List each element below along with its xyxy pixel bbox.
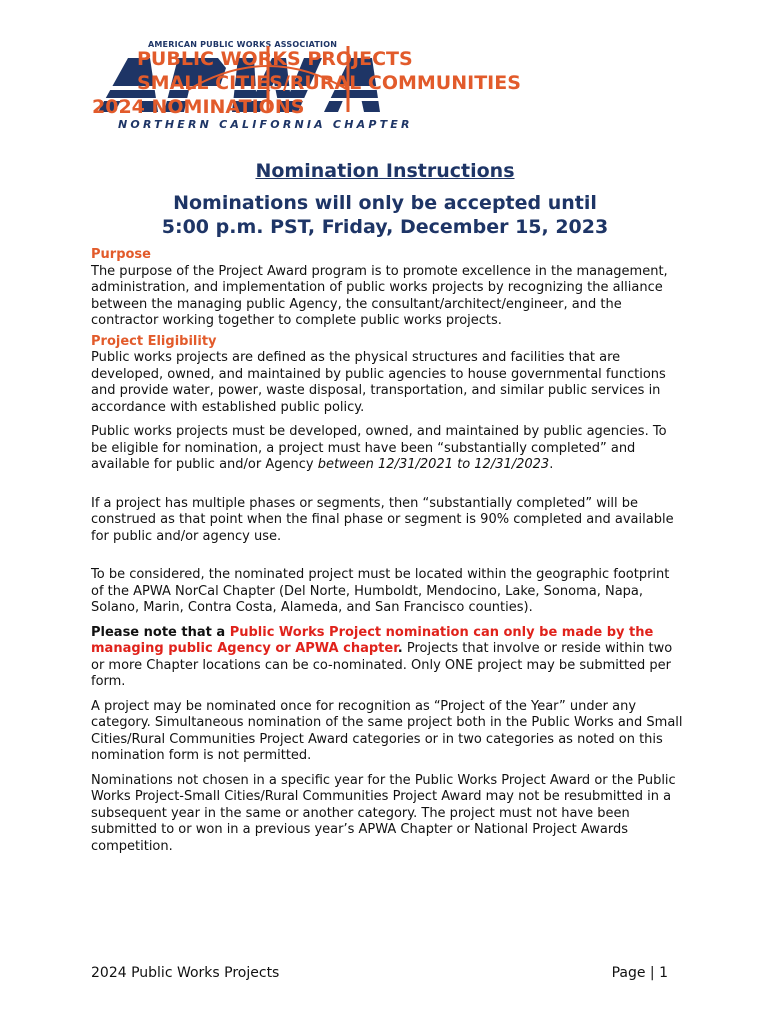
deadline-line2: 5:00 p.m. PST, Friday, December 15, 2023 — [161, 216, 609, 238]
header-title-line3: 2024 NOMINATIONS — [92, 96, 305, 118]
footer-document-name: 2024 Public Works Projects — [91, 965, 280, 981]
eligibility-paragraph-2 — [91, 424, 683, 474]
eligibility-p2-main: Public works projects must be developed, owned, and maintained by public agencies. To be eligible for nomination, a project must have been “substantially completed” and available for public and/or Agency — [91, 424, 667, 472]
note-rest: Projects that involve or reside within two or more Chapter locations can be co-nominated. Only ONE project may be submitted per form. — [91, 641, 673, 689]
instructions-title: Nomination Instructions — [255, 160, 515, 182]
eligibility-paragraph-5 — [91, 625, 683, 691]
eligibility-paragraph-1: Public works projects are defined as the physical structures and facilities that are developed, owned, and maintained by public agencies to house governmental functions and provide water, power, waste disposal, transportation, and similar public services in accordance with established public policy. — [91, 350, 666, 415]
eligibility-heading: Project Eligibility — [91, 333, 217, 349]
eligibility-paragraph-6: A project may be nominated once for recognition as “Project of the Year” under any category. Simultaneous nomination of the same project both in the Public Works and Small Cities/Rural Communities Project Award categories or in two categories as noted on this nomination form is not permitted. — [91, 698, 683, 763]
logo-chapter-text: NORTHERN CALIFORNIA CHAPTER — [118, 118, 413, 131]
note-lead: Please note that a — [91, 624, 230, 640]
eligibility-p2-end: . — [549, 457, 554, 472]
body-content — [91, 247, 683, 863]
logo-association-text: AMERICAN PUBLIC WORKS ASSOCIATION — [148, 40, 338, 49]
deadline-line1: Nominations will only be accepted until — [173, 192, 597, 214]
purpose-text: The purpose of the Project Award program is to promote excellence in the management, administration, and implementation of public works projects by recognizing the alliance between the managing public Agency, the consultant/architect/engineer, and the contractor working together to complete public works projects. — [91, 263, 668, 328]
header-title-line2: SMALL CITIES/RURAL COMMUNITIES — [137, 72, 521, 94]
eligibility-date-range: between 12/31/2021 to 12/31/2023 — [317, 457, 550, 472]
eligibility-paragraph-3: If a project has multiple phases or segments, then “substantially completed” will be construed as that point when the final phase or segment is 90% completed and available for public and/or agency use. — [91, 495, 674, 544]
note-emphasis: Public Works Project nomination can only be made by the managing public Agency or APWA chapter — [91, 624, 654, 656]
header-title-line1: PUBLIC WORKS PROJECTS — [137, 48, 413, 70]
purpose-heading: Purpose — [91, 247, 151, 262]
footer-page-number: Page | 1 — [611, 965, 668, 981]
eligibility-paragraph-7: Nominations not chosen in a specific year for the Public Works Project Award or the Public Works Project-Small Cities/Rural Communities Project Award may not be resubmitted in a subsequent year in the same or another category. The project must not have been submitted to or won in a previous year’s APWA Chapter or National Project Awards competition. — [91, 772, 676, 854]
eligibility-paragraph-4: To be considered, the nominated project must be located within the geographic footprint of the APWA NorCal Chapter (Del Norte, Humboldt, Mendocino, Lake, Sonoma, Napa, Solano, Marin, Contra Costa, Alameda, and San Francisco counties). — [91, 567, 670, 615]
note-period: . — [397, 641, 403, 656]
